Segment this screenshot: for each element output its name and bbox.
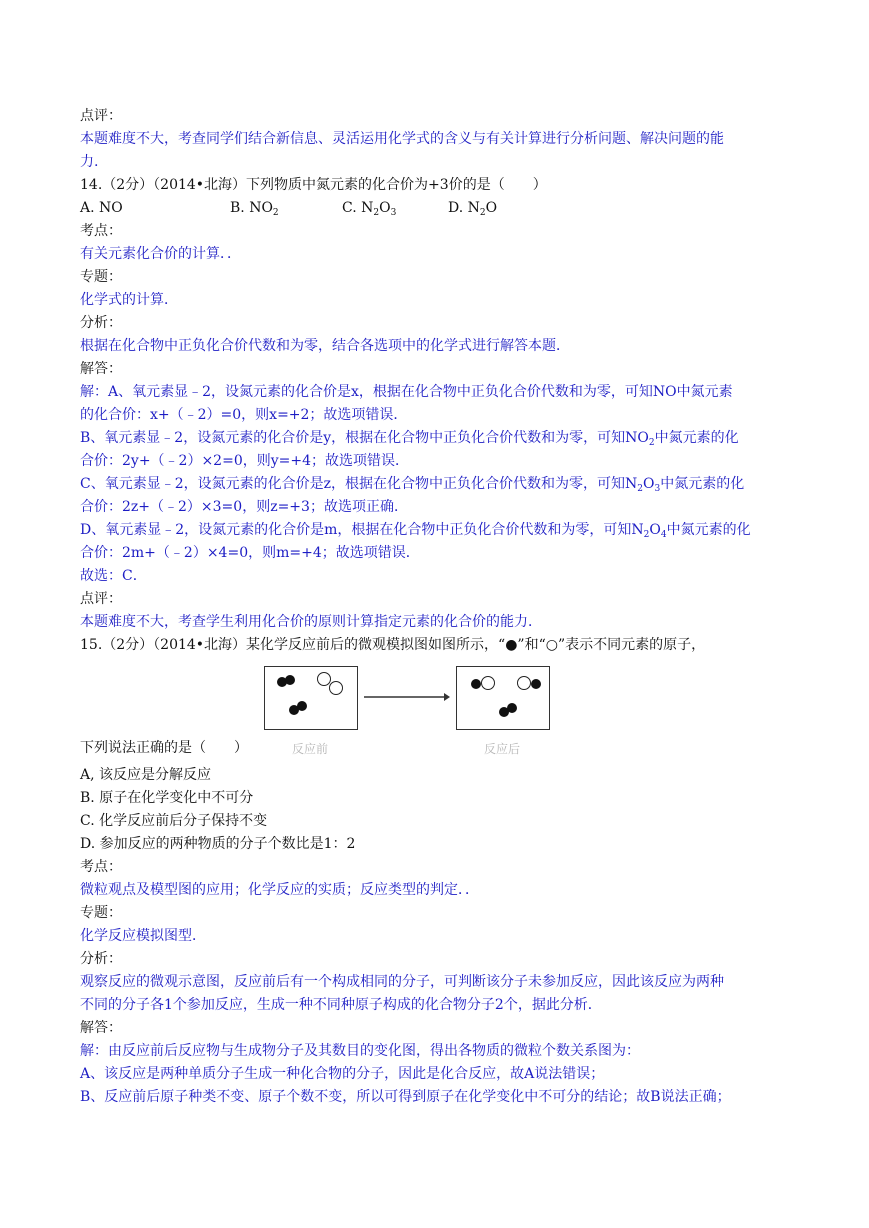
q15-option-b: B. 原子在化学变化中不可分 [80, 790, 254, 806]
q14-answer-d1: D、氧元素显﹣2，设氮元素的化合价是m，根据在化合物中正负化合价代数和为零，可知$N_2O_4$中氮元素的化 [80, 522, 751, 540]
after-caption: 反应后 [483, 742, 520, 756]
q14-answer-b2: 合价：2y+（﹣2）×2=0，则y=+4；故选项错误． [80, 453, 410, 469]
q13-comment-label: 点评： [80, 108, 122, 124]
q15-kaodian-label: 考点： [80, 859, 122, 875]
q14-answer-a2: 的化合价：x+（﹣2）=0，则x=+2；故选项错误． [80, 407, 408, 423]
q14-fenxi: 根据在化合物中正负化合价代数和为零，结合各选项中的化学式进行解答本题． [80, 338, 570, 354]
q13-comment-line2: 力. [80, 154, 99, 170]
after-box [456, 666, 550, 730]
q14-kaodian-label: 考点： [80, 223, 122, 239]
black-atom [285, 675, 295, 685]
q14-option-d: D. $N_2O$ [448, 200, 498, 218]
q15-answer-1: 解：由反应前后反应物与生成物分子及其数目的变化图，得出各物质的微粒个数关系图为： [80, 1043, 640, 1059]
q13-comment-line1: 本题难度不大，考查同学们结合新信息、灵活运用化学式的含义与有关计算进行分析问题、解决问题的能 [80, 131, 724, 147]
q14-option-b: B. $NO_2$ [230, 200, 279, 218]
before-box [264, 666, 358, 730]
q14-kaodian: 有关元素化合价的计算．． [80, 246, 241, 262]
reaction-arrow [362, 690, 452, 704]
q14-dianping: 本题难度不大，考查学生利用化合价的原则计算指定元素的化合价的能力． [80, 614, 542, 630]
reaction-diagram [264, 666, 554, 758]
q14-options [80, 198, 540, 218]
q14-guxuan: 故选：C． [80, 568, 147, 584]
q15-fenxi-label: 分析： [80, 951, 122, 967]
white-atom [481, 676, 495, 690]
q15-kaodian: 微粒观点及模型图的应用；化学反应的实质；反应类型的判定．． [80, 882, 479, 898]
q15-fenxi2: 不同的分子各1个参加反应，生成一种不同种原子构成的化合物分子2个，据此分析． [80, 997, 602, 1013]
q15-stem: 15.（2分）（2014•北海）某化学反应前后的微观模拟图如图所示，“●”和“○”表示不同元素的原子， [80, 637, 706, 653]
q14-answer-c1: C、氧元素显﹣2，设氮元素的化合价是z，根据在化合物中正负化合价代数和为零，可知$N_2O_3$中氮元素的化 [80, 476, 745, 494]
q14-option-a: A. NO [80, 200, 123, 216]
before-caption: 反应前 [291, 742, 328, 756]
q14-stem: 14.（2分）（2014•北海）下列物质中氮元素的化合价为+3价的是（ ） [80, 177, 547, 193]
q15-jieda-label: 解答： [80, 1020, 122, 1036]
white-atom [329, 681, 343, 695]
black-atom [507, 703, 517, 713]
q14-answer-b1: B、氧元素显﹣2，设氮元素的化合价是y，根据在化合物中正负化合价代数和为零，可知$NO_2$中氮元素的化 [80, 430, 739, 448]
q14-zhuanti-label: 专题： [80, 269, 122, 285]
q15-answer-b: B、反应前后原子种类不变、原子个数不变，所以可得到原子在化学变化中不可分的结论；故B说法正确； [80, 1089, 731, 1105]
q15-zhuanti-label: 专题： [80, 905, 122, 921]
q15-zhuanti: 化学反应模拟图型． [80, 928, 206, 944]
q15-option-a: A, 该反应是分解反应 [80, 767, 212, 783]
q15-option-c: C. 化学反应前后分子保持不变 [80, 813, 268, 829]
q14-option-c: C. $N_2O_3$ [342, 200, 397, 218]
black-atom [471, 679, 481, 689]
q14-answer-d2: 合价：2m+（﹣2）×4=0，则m=+4；故选项错误． [80, 545, 420, 561]
q15-option-d: D. 参加反应的两种物质的分子个数比是1：2 [80, 836, 356, 852]
q14-answer-c2: 合价：2z+（﹣2）×3=0，则z=+3；故选项正确． [80, 499, 408, 515]
q14-zhuanti: 化学式的计算． [80, 292, 178, 308]
white-atom [517, 676, 531, 690]
black-atom [531, 679, 541, 689]
black-atom [297, 701, 307, 711]
q14-answer-a1: 解：A、氧元素显﹣2，设氮元素的化合价是x，根据在化合物中正负化合价代数和为零，可知NO中氮元素 [80, 384, 733, 400]
q14-dianping-label: 点评： [80, 591, 122, 607]
q14-fenxi-label: 分析： [80, 315, 122, 331]
q15-ask: 下列说法正确的是（ ） [80, 740, 248, 756]
q14-jieda-label: 解答： [80, 361, 122, 377]
q15-fenxi1: 观察反应的微观示意图，反应前后有一个构成相同的分子，可判断该分子未参加反应，因此该反应为两种 [80, 974, 724, 990]
q15-answer-a: A、该反应是两种单质分子生成一种化合物的分子，因此是化合反应，故A说法错误； [80, 1066, 605, 1082]
